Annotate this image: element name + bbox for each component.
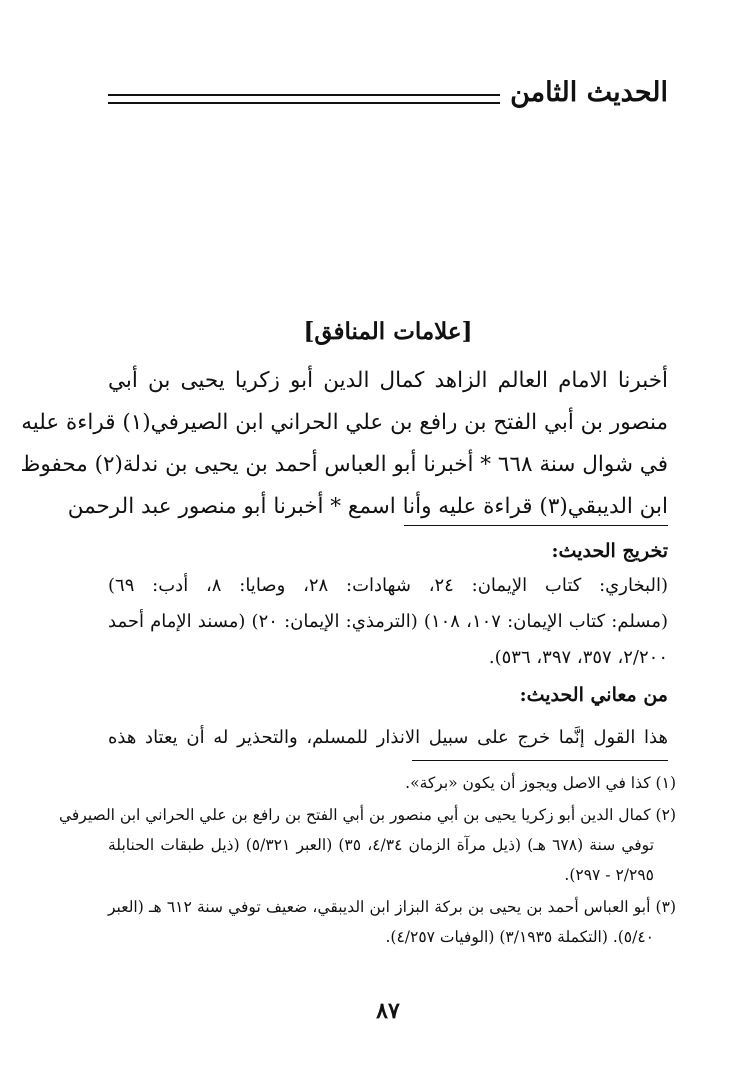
page-header: [108, 72, 668, 112]
takhrij-heading: تخريج الحديث:: [551, 540, 668, 562]
hadith-line: منصور بن أبي الفتح بن رافع بن علي الحراني ابن الصيرفي(١) قراءة عليه: [21, 410, 668, 435]
footnote-line: (٣) أبو العباس أحمد بن يحيى بن بركة البزاز ابن الديبقي، ضعيف توفي سنة ٦١٢ هـ (العبر: [108, 898, 676, 916]
takhrij-line: ٢/٢٠٠، ٣٥٧، ٣٩٧، ٥٣٦).: [488, 647, 668, 668]
header-double-rule: [108, 94, 500, 104]
hadith-line: ابن الديبقي(٣) قراءة عليه وأنا اسمع * أخبرنا أبو منصور عبد الرحمن: [67, 494, 668, 519]
takhrij-block: [108, 568, 668, 676]
footnote-line: (٢) كمال الدين أبو زكريا يحيى بن أبي منصور بن أبي الفتح بن رافع بن علي الحراني ابن الصيرفي: [58, 806, 676, 824]
footnote-divider: [412, 760, 668, 761]
chapter-title: الحديث الثامن: [510, 76, 668, 108]
maani-heading: من معاني الحديث:: [519, 684, 668, 706]
hadith-text: [20, 360, 668, 528]
footnote-3: [108, 892, 676, 952]
section-divider: [404, 525, 668, 526]
page-number: ٨٧: [376, 998, 400, 1024]
footnote-line: توفي سنة (٦٧٨ هـ) (ذيل مرآة الزمان ٤/٣٤، ٣٥) (العبر ٥/٣٢١) (ذيل طبقات الحنابلة: [108, 836, 655, 854]
takhrij-line: (مسلم: كتاب الإيمان: ١٠٧، ١٠٨) (الترمذي: الإيمان: ٢٠) (مسند الإمام أحمد: [108, 611, 669, 632]
footnote-1: [108, 768, 676, 798]
takhrij-line: (البخاري: كتاب الإيمان: ٢٤، شهادات: ٢٨، وصايا: ٨، أدب: ٦٩): [108, 575, 668, 596]
footnotes: [58, 768, 676, 952]
hadith-line: في شوال سنة ٦٦٨ * أخبرنا أبو العباس أحمد بن يحيى بن ندلة(٢) محفوظ: [20, 452, 668, 477]
footnote-line: ٥/٤٠). (التكملة ٣/١٩٣٥) (الوفيات ٤/٢٥٧).: [385, 928, 654, 946]
footnote-line: (١) كذا في الاصل ويجوز أن يكون «بركة».: [405, 774, 676, 792]
footnote-line: ٢/٢٩٥ - ٢٩٧).: [564, 866, 654, 884]
section-title: [علامات المنافق]: [303, 318, 473, 345]
maani-block: [108, 720, 668, 756]
footnote-2: [58, 800, 676, 890]
hadith-line: أخبرنا الامام العالم الزاهد كمال الدين أبو زكريا يحيى بن أبي: [108, 368, 668, 393]
maani-line: هذا القول إنَّما خرج على سبيل الانذار للمسلم، والتحذير له أن يعتاد هذه: [108, 727, 668, 748]
